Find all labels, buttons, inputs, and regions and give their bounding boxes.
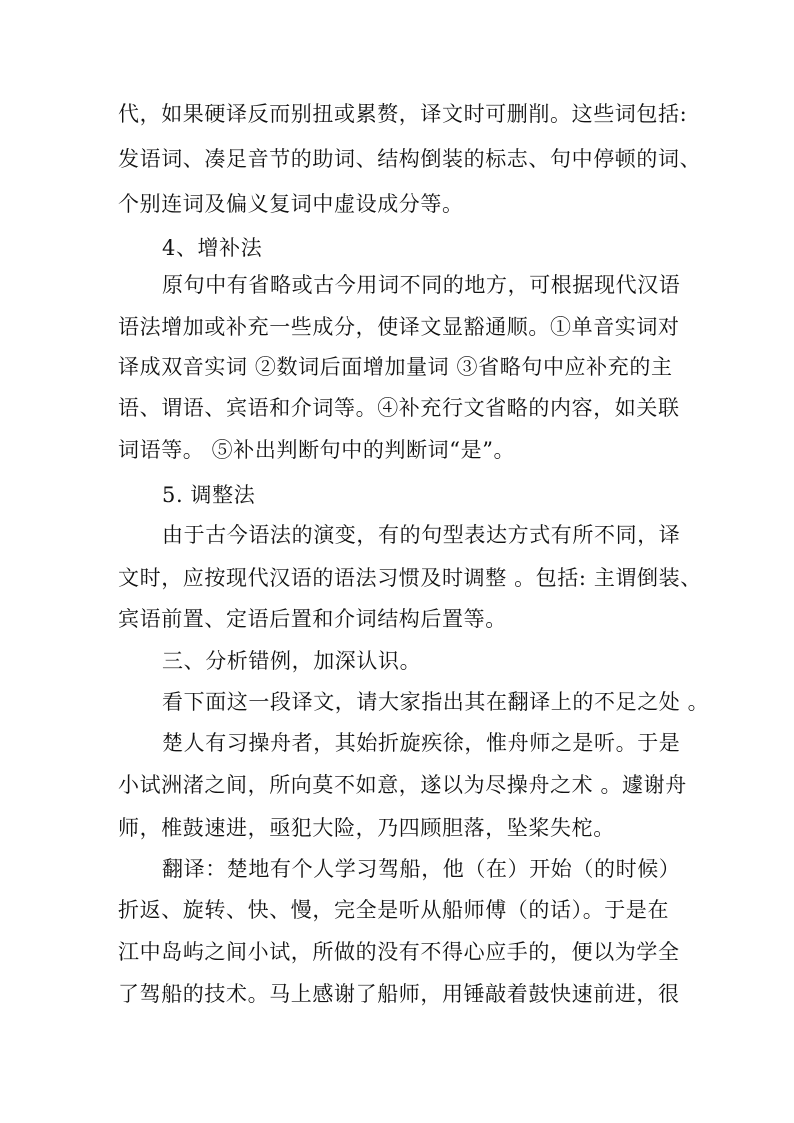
text-line: 代，如果硬译反而别扭或累赘，译文时可删削。这些词包括: xyxy=(118,102,688,126)
text-line: 江中岛屿之间小试，所做的没有不得心应手的，便以为学全 xyxy=(118,940,680,964)
text-line: 折返、旋转、快、慢，完全是听从船师傅（的话）。于是在 xyxy=(118,898,670,922)
text-line: 发语词、凑足音节的助词、结构倒装的标志、句中停顿的词、 xyxy=(118,147,702,171)
section-heading: 5. 调整法 xyxy=(162,483,256,507)
text-line: 词语等。 ⑤补出判断句中的判断词“是”。 xyxy=(118,438,516,462)
text-line: 语、谓语、宾语和介词等。④补充行文省略的内容，如关联 xyxy=(118,396,680,420)
text-line: 了驾船的技术。马上感谢了船师，用锤敲着鼓快速前进，很 xyxy=(118,982,680,1006)
text-line: 翻译：楚地有个人学习驾船，他（在）开始（的时候） xyxy=(162,857,681,881)
text-line: 原句中有省略或古今用词不同的地方，可根据现代汉语 xyxy=(162,273,681,297)
section-heading: 4、增补法 xyxy=(162,236,263,260)
text-line: 由于古今语法的演变，有的句型表达方式有所不同，译 xyxy=(162,523,681,547)
text-line: 宾语前置、定语后置和介词结构后置等。 xyxy=(118,607,507,631)
text-line: 文时，应按现代汉语的语法习惯及时调整 。包括: 主谓倒装、 xyxy=(118,566,702,590)
text-line: 师，椎鼓速进，亟犯大险，乃四顾胆落，坠桨失柁。 xyxy=(118,816,615,840)
text-line: 个别连词及偏义复词中虚设成分等。 xyxy=(118,192,464,216)
text-line: 小试洲渚之间，所向莫不如意，遂以为尽操舟之术 。遽谢舟 xyxy=(118,773,687,797)
text-line: 看下面这一段译文，请大家指出其在翻译上的不足之处 。 xyxy=(162,690,710,714)
text-line: 译成双音实词 ②数词后面增加量词 ③省略句中应补充的主 xyxy=(118,355,673,379)
section-heading: 三、分析错例，加深认识。 xyxy=(162,649,422,673)
text-line: 楚人有习操舟者，其始折旋疾徐，惟舟师之是听。于是 xyxy=(162,731,681,755)
text-line: 语法增加或补充一些成分，使译文显豁通顺。①单音实词对 xyxy=(118,315,680,339)
